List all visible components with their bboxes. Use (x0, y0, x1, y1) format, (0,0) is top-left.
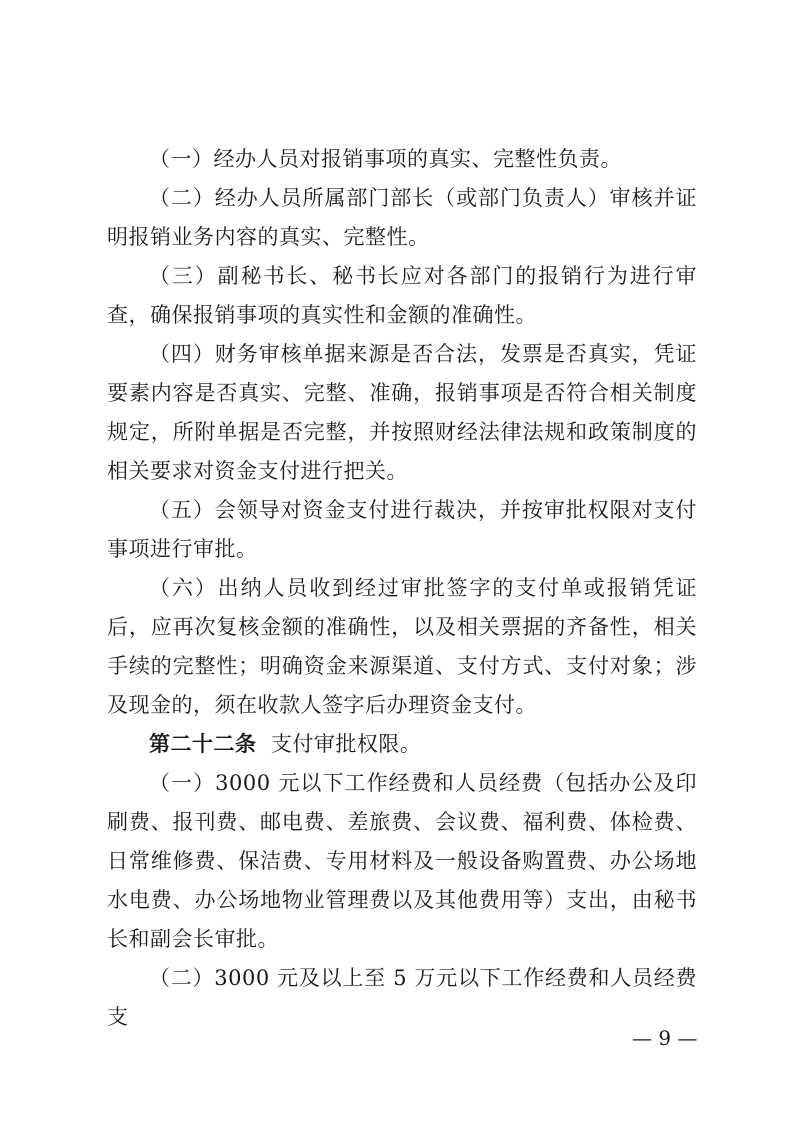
paragraph-4: （四）财务审核单据来源是否合法，发票是否真实，凭证要素内容是否真实、完整、准确，报销事项是否符合相关制度规定，所附单据是否完整，并按照财经法律法规和政策制度的相关要求对资金支付进行把关。 (107, 342, 697, 483)
article-title: 支付审批权限。 (270, 732, 422, 756)
paragraph-5: （五）会领导对资金支付进行裁决，并按审批权限对支付事项进行审批。 (107, 498, 697, 561)
paragraph-8: （一）3000 元以下工作经费和人员经费（包括办公及印刷费、报刊费、邮电费、差旅费、会议费、福利费、体检费、日常维修费、保洁费、专用材料及一般设备购置费、办公场地水电费、办公场地物业管理费以及其他费用等）支出，由秘书长和副会长审批。 (107, 771, 697, 951)
article-22 (107, 725, 697, 764)
article-number: 第二十二条 (149, 732, 257, 756)
paragraph-1: （一）经办人员对报销事项的真实、完整性负责。 (149, 147, 622, 171)
paragraph-6: （六）出纳人员收到经过审批签字的支付单或报销凭证后，应再次复核金额的准确性，以及相关票据的齐备性，相关手续的完整性；明确资金来源渠道、支付方式、支付对象；涉及现金的，须在收款人签字后办理资金支付。 (107, 576, 697, 717)
page-number: — 9 — (632, 1026, 698, 1050)
paragraph-3: （三）副秘书长、秘书长应对各部门的报销行为进行审查，确保报销事项的真实性和金额的准确性。 (107, 264, 697, 327)
document-body (107, 140, 697, 1037)
paragraph-2: （二）经办人员所属部门部长（或部门负责人）审核并证明报销业务内容的真实、完整性。 (107, 186, 697, 249)
paragraph-9: （二）3000 元及以上至 5 万元以下工作经费和人员经费支 (107, 966, 698, 1029)
